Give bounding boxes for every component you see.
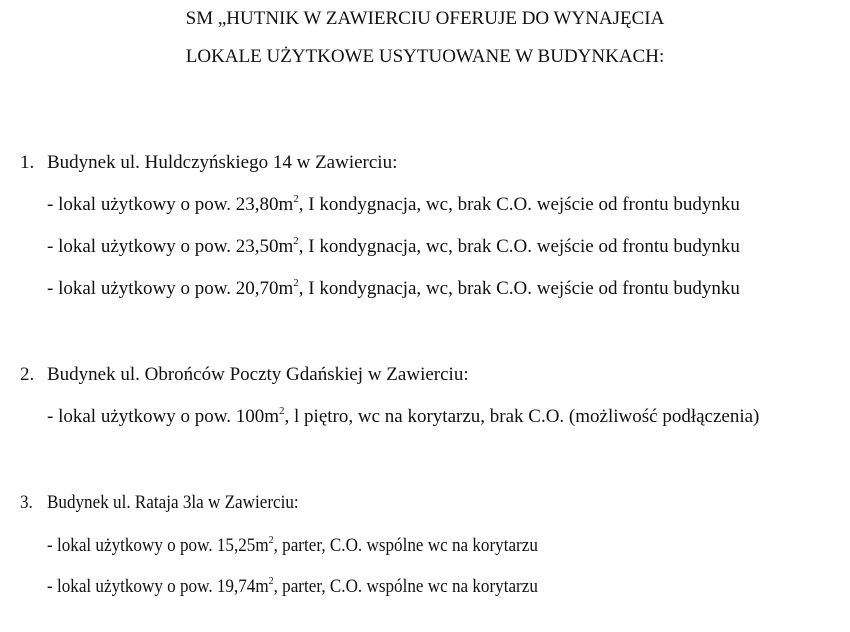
list-item: - lokal użytkowy o pow. $15,25m^2$, parter, C.O. wspólne wc na korytarzu (47, 533, 538, 556)
section-number: 3. (20, 492, 33, 513)
section-number: 1. (20, 152, 35, 173)
document-title-line-1: SM „HUTNIK W ZAWIERCIU OFERUJE DO WYNAJĘCIA (185, 8, 665, 29)
list-item: - lokal użytkowy o pow. $19,74m^2$, parter, C.O. wspólne wc na korytarzu (47, 574, 538, 597)
list-item: - lokal użytkowy o pow. $100m^2$, l piętro, wc na korytarzu, brak C.O. (możliwość podłączenia) (47, 404, 760, 427)
section-heading: Budynek ul. Huldczyńskiego 14 w Zawierciu: (47, 152, 398, 173)
document-title-line-2: LOKALE UŻYTKOWE USYTUOWANE W BUDYNKACH: (185, 46, 665, 67)
section-heading: Budynek ul. Obrońców Poczty Gdańskiej w Zawierciu: (47, 364, 469, 385)
section-number: 2. (20, 364, 35, 385)
section-heading: Budynek ul. Rataja 3la w Zawierciu: (47, 492, 299, 513)
list-item: - lokal użytkowy o pow. $23,50m^2$, I kondygnacja, wc, brak C.O. wejście od frontu budynku (47, 234, 740, 257)
list-item: - lokal użytkowy o pow. $23,80m^2$, I kondygnacja, wc, brak C.O. wejście od frontu budynku (47, 192, 740, 215)
list-item: - lokal użytkowy o pow. $20,70m^2$, I kondygnacja, wc, brak C.O. wejście od frontu budynku (47, 276, 740, 299)
